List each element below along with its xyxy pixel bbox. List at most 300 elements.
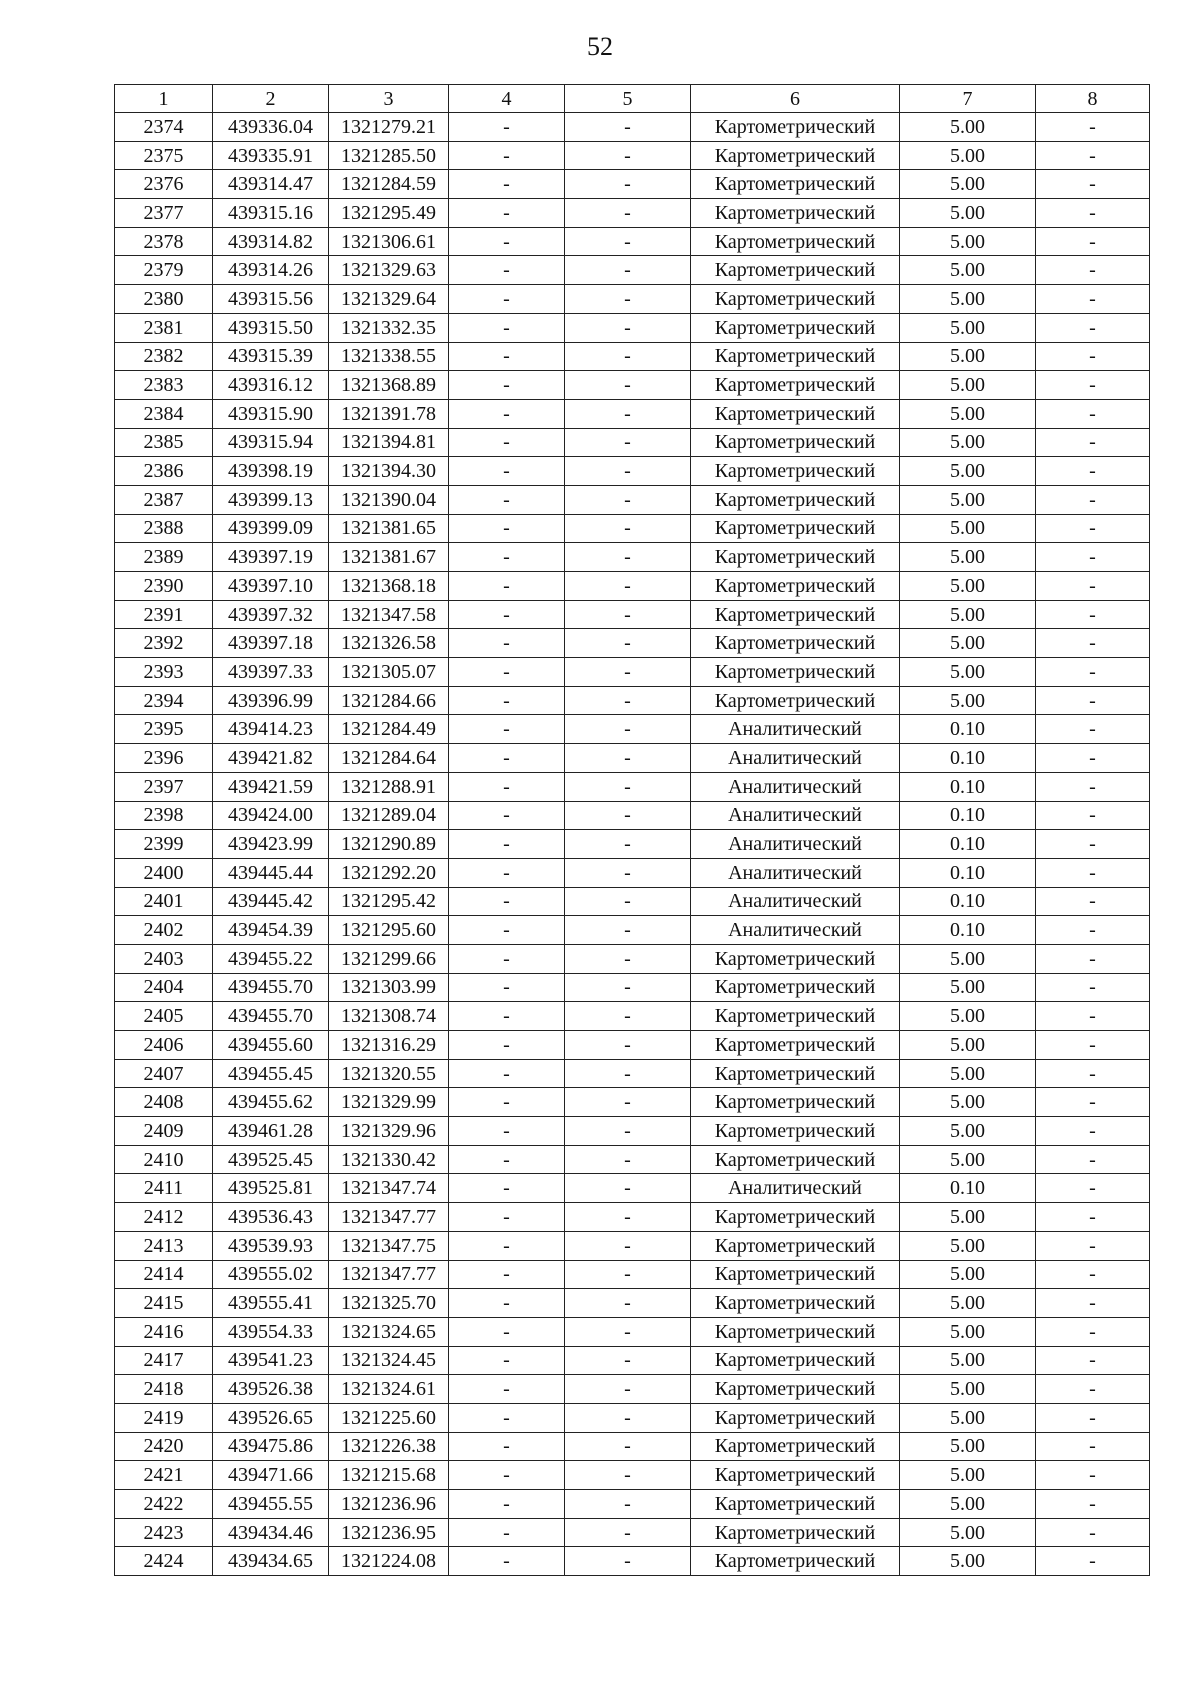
- point-number-cell: 2412: [115, 1203, 213, 1232]
- col8-cell: -: [1036, 1145, 1150, 1174]
- accuracy-cell: 5.00: [900, 1031, 1036, 1060]
- point-number-cell: 2382: [115, 342, 213, 371]
- accuracy-cell: 5.00: [900, 457, 1036, 486]
- y-coordinate-cell: 1321332.35: [329, 313, 449, 342]
- col4-cell: -: [449, 1174, 565, 1203]
- col8-cell: -: [1036, 1002, 1150, 1031]
- col8-cell: -: [1036, 658, 1150, 687]
- col5-cell: -: [565, 1461, 691, 1490]
- col8-cell: -: [1036, 572, 1150, 601]
- point-number-cell: 2379: [115, 256, 213, 285]
- y-coordinate-cell: 1321394.81: [329, 428, 449, 457]
- x-coordinate-cell: 439555.41: [213, 1289, 329, 1318]
- column-header: 7: [900, 85, 1036, 113]
- col4-cell: -: [449, 1432, 565, 1461]
- x-coordinate-cell: 439475.86: [213, 1432, 329, 1461]
- point-number-cell: 2419: [115, 1403, 213, 1432]
- col4-cell: -: [449, 1317, 565, 1346]
- method-cell: Картометрический: [691, 1317, 900, 1346]
- col8-cell: -: [1036, 113, 1150, 142]
- y-coordinate-cell: 1321381.65: [329, 514, 449, 543]
- x-coordinate-cell: 439526.65: [213, 1403, 329, 1432]
- col8-cell: -: [1036, 1117, 1150, 1146]
- table-row: [115, 285, 1150, 314]
- y-coordinate-cell: 1321279.21: [329, 113, 449, 142]
- column-header: 5: [565, 85, 691, 113]
- accuracy-cell: 5.00: [900, 686, 1036, 715]
- x-coordinate-cell: 439455.60: [213, 1031, 329, 1060]
- col5-cell: -: [565, 944, 691, 973]
- y-coordinate-cell: 1321303.99: [329, 973, 449, 1002]
- column-header: 8: [1036, 85, 1150, 113]
- table-row: [115, 1289, 1150, 1318]
- col4-cell: -: [449, 113, 565, 142]
- y-coordinate-cell: 1321288.91: [329, 772, 449, 801]
- y-coordinate-cell: 1321347.77: [329, 1203, 449, 1232]
- method-cell: Картометрический: [691, 485, 900, 514]
- method-cell: Картометрический: [691, 1031, 900, 1060]
- x-coordinate-cell: 439536.43: [213, 1203, 329, 1232]
- x-coordinate-cell: 439555.02: [213, 1260, 329, 1289]
- col4-cell: -: [449, 256, 565, 285]
- table-row: [115, 801, 1150, 830]
- point-number-cell: 2418: [115, 1375, 213, 1404]
- col4-cell: -: [449, 227, 565, 256]
- col4-cell: -: [449, 572, 565, 601]
- point-number-cell: 2400: [115, 858, 213, 887]
- col8-cell: -: [1036, 1403, 1150, 1432]
- col4-cell: -: [449, 1231, 565, 1260]
- y-coordinate-cell: 1321226.38: [329, 1432, 449, 1461]
- accuracy-cell: 5.00: [900, 256, 1036, 285]
- y-coordinate-cell: 1321284.49: [329, 715, 449, 744]
- x-coordinate-cell: 439397.33: [213, 658, 329, 687]
- x-coordinate-cell: 439335.91: [213, 141, 329, 170]
- table-row: [115, 1260, 1150, 1289]
- y-coordinate-cell: 1321224.08: [329, 1547, 449, 1576]
- column-header: 6: [691, 85, 900, 113]
- y-coordinate-cell: 1321295.60: [329, 916, 449, 945]
- y-coordinate-cell: 1321236.96: [329, 1490, 449, 1519]
- col8-cell: -: [1036, 1231, 1150, 1260]
- col4-cell: -: [449, 1461, 565, 1490]
- col5-cell: -: [565, 1547, 691, 1576]
- method-cell: Картометрический: [691, 1231, 900, 1260]
- col4-cell: -: [449, 199, 565, 228]
- method-cell: Картометрический: [691, 1403, 900, 1432]
- method-cell: Картометрический: [691, 944, 900, 973]
- col8-cell: -: [1036, 944, 1150, 973]
- y-coordinate-cell: 1321292.20: [329, 858, 449, 887]
- y-coordinate-cell: 1321215.68: [329, 1461, 449, 1490]
- table-row: [115, 1317, 1150, 1346]
- col8-cell: -: [1036, 342, 1150, 371]
- table-row: [115, 1403, 1150, 1432]
- accuracy-cell: 5.00: [900, 371, 1036, 400]
- point-number-cell: 2395: [115, 715, 213, 744]
- table-row: [115, 1145, 1150, 1174]
- col4-cell: -: [449, 916, 565, 945]
- method-cell: Аналитический: [691, 801, 900, 830]
- x-coordinate-cell: 439454.39: [213, 916, 329, 945]
- table-body: [115, 113, 1150, 1576]
- point-number-cell: 2410: [115, 1145, 213, 1174]
- table-row: [115, 1432, 1150, 1461]
- y-coordinate-cell: 1321225.60: [329, 1403, 449, 1432]
- y-coordinate-cell: 1321390.04: [329, 485, 449, 514]
- y-coordinate-cell: 1321329.63: [329, 256, 449, 285]
- col8-cell: -: [1036, 313, 1150, 342]
- y-coordinate-cell: 1321285.50: [329, 141, 449, 170]
- col5-cell: -: [565, 1260, 691, 1289]
- point-number-cell: 2406: [115, 1031, 213, 1060]
- col4-cell: -: [449, 887, 565, 916]
- accuracy-cell: 5.00: [900, 1518, 1036, 1547]
- point-number-cell: 2374: [115, 113, 213, 142]
- table-row: [115, 399, 1150, 428]
- table-row: [115, 1461, 1150, 1490]
- accuracy-cell: 5.00: [900, 1432, 1036, 1461]
- col5-cell: -: [565, 543, 691, 572]
- y-coordinate-cell: 1321347.77: [329, 1260, 449, 1289]
- x-coordinate-cell: 439541.23: [213, 1346, 329, 1375]
- table-row: [115, 457, 1150, 486]
- col4-cell: -: [449, 428, 565, 457]
- col8-cell: -: [1036, 371, 1150, 400]
- table-row: [115, 629, 1150, 658]
- point-number-cell: 2413: [115, 1231, 213, 1260]
- point-number-cell: 2385: [115, 428, 213, 457]
- x-coordinate-cell: 439315.90: [213, 399, 329, 428]
- method-cell: Картометрический: [691, 514, 900, 543]
- col4-cell: -: [449, 1117, 565, 1146]
- col8-cell: -: [1036, 1203, 1150, 1232]
- col5-cell: -: [565, 1403, 691, 1432]
- point-number-cell: 2388: [115, 514, 213, 543]
- point-number-cell: 2391: [115, 600, 213, 629]
- table-row: [115, 658, 1150, 687]
- col8-cell: -: [1036, 1174, 1150, 1203]
- col4-cell: -: [449, 1031, 565, 1060]
- x-coordinate-cell: 439525.45: [213, 1145, 329, 1174]
- point-number-cell: 2376: [115, 170, 213, 199]
- col4-cell: -: [449, 1289, 565, 1318]
- col5-cell: -: [565, 313, 691, 342]
- col8-cell: -: [1036, 973, 1150, 1002]
- accuracy-cell: 5.00: [900, 600, 1036, 629]
- table-row: [115, 342, 1150, 371]
- y-coordinate-cell: 1321299.66: [329, 944, 449, 973]
- col4-cell: -: [449, 1059, 565, 1088]
- accuracy-cell: 5.00: [900, 1461, 1036, 1490]
- col4-cell: -: [449, 514, 565, 543]
- table-row: [115, 772, 1150, 801]
- y-coordinate-cell: 1321284.66: [329, 686, 449, 715]
- point-number-cell: 2377: [115, 199, 213, 228]
- x-coordinate-cell: 439461.28: [213, 1117, 329, 1146]
- y-coordinate-cell: 1321326.58: [329, 629, 449, 658]
- col4-cell: -: [449, 1375, 565, 1404]
- point-number-cell: 2384: [115, 399, 213, 428]
- point-number-cell: 2401: [115, 887, 213, 916]
- accuracy-cell: 5.00: [900, 141, 1036, 170]
- col4-cell: -: [449, 141, 565, 170]
- col5-cell: -: [565, 1518, 691, 1547]
- accuracy-cell: 5.00: [900, 428, 1036, 457]
- col5-cell: -: [565, 256, 691, 285]
- method-cell: Картометрический: [691, 1117, 900, 1146]
- method-cell: Картометрический: [691, 1088, 900, 1117]
- col5-cell: -: [565, 1317, 691, 1346]
- x-coordinate-cell: 439554.33: [213, 1317, 329, 1346]
- table-row: [115, 1088, 1150, 1117]
- x-coordinate-cell: 439315.16: [213, 199, 329, 228]
- method-cell: Картометрический: [691, 457, 900, 486]
- y-coordinate-cell: 1321347.58: [329, 600, 449, 629]
- point-number-cell: 2415: [115, 1289, 213, 1318]
- method-cell: Картометрический: [691, 600, 900, 629]
- method-cell: Аналитический: [691, 887, 900, 916]
- accuracy-cell: 5.00: [900, 199, 1036, 228]
- table-row: [115, 830, 1150, 859]
- accuracy-cell: 5.00: [900, 313, 1036, 342]
- accuracy-cell: 5.00: [900, 1231, 1036, 1260]
- x-coordinate-cell: 439539.93: [213, 1231, 329, 1260]
- col5-cell: -: [565, 457, 691, 486]
- point-number-cell: 2383: [115, 371, 213, 400]
- y-coordinate-cell: 1321394.30: [329, 457, 449, 486]
- x-coordinate-cell: 439471.66: [213, 1461, 329, 1490]
- point-number-cell: 2416: [115, 1317, 213, 1346]
- x-coordinate-cell: 439315.50: [213, 313, 329, 342]
- col5-cell: -: [565, 744, 691, 773]
- method-cell: Картометрический: [691, 371, 900, 400]
- y-coordinate-cell: 1321347.75: [329, 1231, 449, 1260]
- y-coordinate-cell: 1321347.74: [329, 1174, 449, 1203]
- col4-cell: -: [449, 485, 565, 514]
- col8-cell: -: [1036, 1317, 1150, 1346]
- table-row: [115, 715, 1150, 744]
- y-coordinate-cell: 1321236.95: [329, 1518, 449, 1547]
- table-row: [115, 572, 1150, 601]
- table-row: [115, 1174, 1150, 1203]
- col4-cell: -: [449, 457, 565, 486]
- x-coordinate-cell: 439316.12: [213, 371, 329, 400]
- method-cell: Картометрический: [691, 1490, 900, 1519]
- col8-cell: -: [1036, 1518, 1150, 1547]
- table-row: [115, 686, 1150, 715]
- col8-cell: -: [1036, 199, 1150, 228]
- col5-cell: -: [565, 830, 691, 859]
- col4-cell: -: [449, 686, 565, 715]
- table-row: [115, 944, 1150, 973]
- col5-cell: -: [565, 572, 691, 601]
- col5-cell: -: [565, 686, 691, 715]
- col5-cell: -: [565, 1031, 691, 1060]
- y-coordinate-cell: 1321284.59: [329, 170, 449, 199]
- col5-cell: -: [565, 1002, 691, 1031]
- col4-cell: -: [449, 1346, 565, 1375]
- col8-cell: -: [1036, 715, 1150, 744]
- col5-cell: -: [565, 715, 691, 744]
- table-row: [115, 1547, 1150, 1576]
- point-number-cell: 2392: [115, 629, 213, 658]
- table-row: [115, 1346, 1150, 1375]
- method-cell: Картометрический: [691, 141, 900, 170]
- x-coordinate-cell: 439397.10: [213, 572, 329, 601]
- col4-cell: -: [449, 1518, 565, 1547]
- col8-cell: -: [1036, 141, 1150, 170]
- col4-cell: -: [449, 1403, 565, 1432]
- col4-cell: -: [449, 371, 565, 400]
- col4-cell: -: [449, 1490, 565, 1519]
- accuracy-cell: 5.00: [900, 170, 1036, 199]
- col8-cell: -: [1036, 1031, 1150, 1060]
- accuracy-cell: 0.10: [900, 1174, 1036, 1203]
- column-header: 2: [213, 85, 329, 113]
- accuracy-cell: 0.10: [900, 744, 1036, 773]
- y-coordinate-cell: 1321289.04: [329, 801, 449, 830]
- y-coordinate-cell: 1321368.89: [329, 371, 449, 400]
- y-coordinate-cell: 1321320.55: [329, 1059, 449, 1088]
- accuracy-cell: 0.10: [900, 715, 1036, 744]
- col8-cell: -: [1036, 457, 1150, 486]
- point-number-cell: 2381: [115, 313, 213, 342]
- table-row: [115, 1031, 1150, 1060]
- col8-cell: -: [1036, 1346, 1150, 1375]
- point-number-cell: 2422: [115, 1490, 213, 1519]
- method-cell: Картометрический: [691, 1518, 900, 1547]
- accuracy-cell: 5.00: [900, 944, 1036, 973]
- accuracy-cell: 0.10: [900, 916, 1036, 945]
- method-cell: Картометрический: [691, 342, 900, 371]
- y-coordinate-cell: 1321306.61: [329, 227, 449, 256]
- col5-cell: -: [565, 285, 691, 314]
- col5-cell: -: [565, 629, 691, 658]
- point-number-cell: 2405: [115, 1002, 213, 1031]
- col5-cell: -: [565, 973, 691, 1002]
- point-number-cell: 2396: [115, 744, 213, 773]
- accuracy-cell: 5.00: [900, 1547, 1036, 1576]
- x-coordinate-cell: 439397.18: [213, 629, 329, 658]
- accuracy-cell: 5.00: [900, 658, 1036, 687]
- point-number-cell: 2378: [115, 227, 213, 256]
- point-number-cell: 2411: [115, 1174, 213, 1203]
- point-number-cell: 2414: [115, 1260, 213, 1289]
- column-header: 3: [329, 85, 449, 113]
- method-cell: Картометрический: [691, 629, 900, 658]
- method-cell: Картометрический: [691, 1461, 900, 1490]
- point-number-cell: 2399: [115, 830, 213, 859]
- table-row: [115, 1375, 1150, 1404]
- table-row: [115, 371, 1150, 400]
- x-coordinate-cell: 439315.94: [213, 428, 329, 457]
- col5-cell: -: [565, 399, 691, 428]
- coordinates-table: [114, 84, 1150, 1576]
- point-number-cell: 2390: [115, 572, 213, 601]
- accuracy-cell: 5.00: [900, 1403, 1036, 1432]
- y-coordinate-cell: 1321381.67: [329, 543, 449, 572]
- method-cell: Аналитический: [691, 1174, 900, 1203]
- col8-cell: -: [1036, 629, 1150, 658]
- accuracy-cell: 5.00: [900, 399, 1036, 428]
- col8-cell: -: [1036, 858, 1150, 887]
- accuracy-cell: 5.00: [900, 1346, 1036, 1375]
- table-row: [115, 199, 1150, 228]
- col8-cell: -: [1036, 1490, 1150, 1519]
- point-number-cell: 2387: [115, 485, 213, 514]
- table-row: [115, 744, 1150, 773]
- method-cell: Картометрический: [691, 572, 900, 601]
- table-row: [115, 1518, 1150, 1547]
- col5-cell: -: [565, 428, 691, 457]
- accuracy-cell: 5.00: [900, 1088, 1036, 1117]
- point-number-cell: 2409: [115, 1117, 213, 1146]
- col4-cell: -: [449, 858, 565, 887]
- column-header: 4: [449, 85, 565, 113]
- table-row: [115, 1203, 1150, 1232]
- table-header: [115, 85, 1150, 113]
- y-coordinate-cell: 1321324.61: [329, 1375, 449, 1404]
- point-number-cell: 2420: [115, 1432, 213, 1461]
- method-cell: Аналитический: [691, 916, 900, 945]
- col4-cell: -: [449, 285, 565, 314]
- col5-cell: -: [565, 916, 691, 945]
- col5-cell: -: [565, 1289, 691, 1318]
- col5-cell: -: [565, 1346, 691, 1375]
- col4-cell: -: [449, 1260, 565, 1289]
- col5-cell: -: [565, 1203, 691, 1232]
- accuracy-cell: 5.00: [900, 113, 1036, 142]
- x-coordinate-cell: 439421.82: [213, 744, 329, 773]
- point-number-cell: 2403: [115, 944, 213, 973]
- table-row: [115, 113, 1150, 142]
- col5-cell: -: [565, 514, 691, 543]
- col8-cell: -: [1036, 256, 1150, 285]
- table-row: [115, 256, 1150, 285]
- col5-cell: -: [565, 1088, 691, 1117]
- method-cell: Картометрический: [691, 256, 900, 285]
- col5-cell: -: [565, 1059, 691, 1088]
- x-coordinate-cell: 439434.65: [213, 1547, 329, 1576]
- col8-cell: -: [1036, 285, 1150, 314]
- col5-cell: -: [565, 371, 691, 400]
- x-coordinate-cell: 439421.59: [213, 772, 329, 801]
- table-row: [115, 313, 1150, 342]
- y-coordinate-cell: 1321284.64: [329, 744, 449, 773]
- table-row: [115, 170, 1150, 199]
- method-cell: Картометрический: [691, 658, 900, 687]
- col4-cell: -: [449, 1203, 565, 1232]
- col5-cell: -: [565, 170, 691, 199]
- col5-cell: -: [565, 858, 691, 887]
- col8-cell: -: [1036, 600, 1150, 629]
- col4-cell: -: [449, 1145, 565, 1174]
- point-number-cell: 2375: [115, 141, 213, 170]
- x-coordinate-cell: 439414.23: [213, 715, 329, 744]
- table-row: [115, 1117, 1150, 1146]
- col5-cell: -: [565, 658, 691, 687]
- col4-cell: -: [449, 342, 565, 371]
- accuracy-cell: 5.00: [900, 1002, 1036, 1031]
- col4-cell: -: [449, 1002, 565, 1031]
- y-coordinate-cell: 1321391.78: [329, 399, 449, 428]
- col8-cell: -: [1036, 1432, 1150, 1461]
- accuracy-cell: 5.00: [900, 1145, 1036, 1174]
- accuracy-cell: 5.00: [900, 342, 1036, 371]
- y-coordinate-cell: 1321329.64: [329, 285, 449, 314]
- col8-cell: -: [1036, 543, 1150, 572]
